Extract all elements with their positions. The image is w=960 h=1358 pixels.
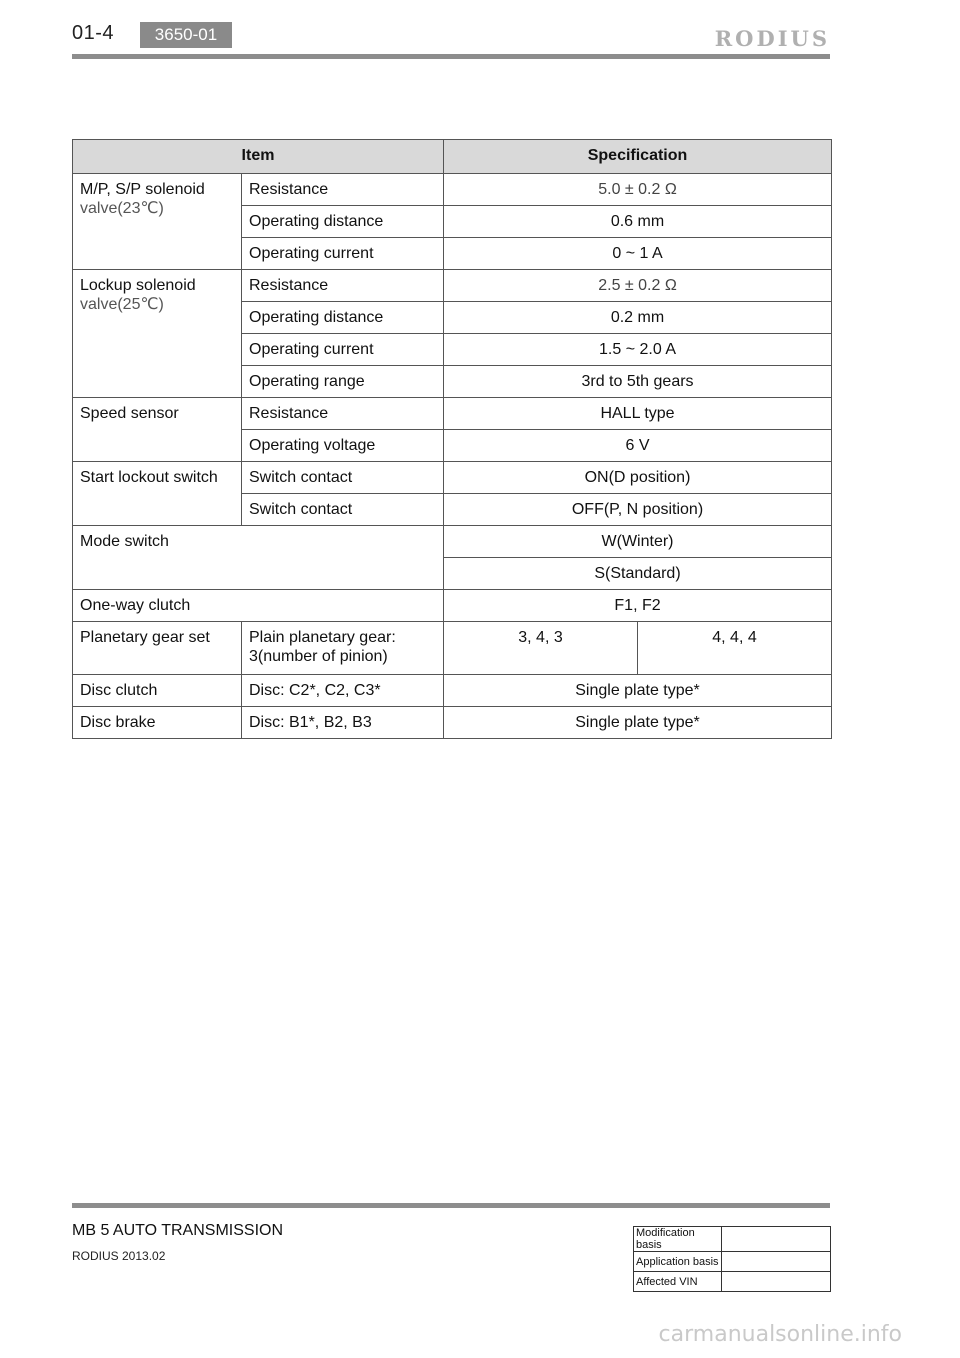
item-sub: valve(25℃): [80, 296, 164, 313]
application-basis-label: Application basis: [634, 1252, 722, 1272]
item-cell: One-way clutch: [73, 590, 444, 622]
parameter-line: 3(number of pinion): [249, 648, 388, 665]
application-basis-value: [722, 1252, 831, 1272]
value-cell: Single plate type*: [444, 675, 832, 707]
table-row: [73, 622, 832, 675]
modification-basis-value: [722, 1227, 831, 1252]
table-row: [73, 590, 832, 622]
parameter-cell: Operating distance: [242, 206, 444, 238]
page-number: 01-4: [72, 22, 115, 44]
item-cell: [73, 270, 242, 398]
parameter-cell: Operating voltage: [242, 430, 444, 462]
value-cell: ON(D position): [444, 462, 832, 494]
modification-table: [633, 1226, 831, 1292]
parameter-cell: Disc: B1*, B2, B3: [242, 707, 444, 739]
item-cell: Start lockout switch: [73, 462, 242, 526]
value-cell: 0 ~ 1 A: [444, 238, 832, 270]
footer-rule: [72, 1203, 830, 1208]
parameter-cell: Disc: C2*, C2, C3*: [242, 675, 444, 707]
item-name: M/P, S/P solenoid: [80, 181, 205, 198]
parameter-line: Plain planetary gear:: [249, 629, 396, 646]
table-row: [73, 174, 832, 206]
column-header-specification: Specification: [444, 140, 832, 174]
affected-vin-label: Affected VIN: [634, 1272, 722, 1292]
value-cell: Single plate type*: [444, 707, 832, 739]
value-cell: 5.0 ± 0.2 Ω: [444, 174, 832, 206]
value-cell: S(Standard): [444, 558, 832, 590]
parameter-cell: Switch contact: [242, 494, 444, 526]
footer-subtitle: RODIUS 2013.02: [72, 1249, 166, 1263]
parameter-cell: Resistance: [242, 270, 444, 302]
item-cell: Speed sensor: [73, 398, 242, 462]
header-rule: [72, 54, 830, 59]
parameter-cell: Operating range: [242, 366, 444, 398]
specification-table: [72, 139, 832, 739]
section-code-badge: 3650-01: [140, 22, 232, 48]
brand-logo: RODIUS: [714, 26, 830, 51]
item-cell: Mode switch: [73, 526, 444, 590]
table-row: [634, 1227, 831, 1252]
value-cell: OFF(P, N position): [444, 494, 832, 526]
table-row: [73, 270, 832, 302]
value-cell: 1.5 ~ 2.0 A: [444, 334, 832, 366]
parameter-cell: Operating current: [242, 238, 444, 270]
column-header-item: Item: [73, 140, 444, 174]
value-cell: 4, 4, 4: [638, 622, 832, 675]
table-row: [73, 707, 832, 739]
value-cell: 0.2 mm: [444, 302, 832, 334]
table-row: [634, 1272, 831, 1292]
table-header-row: [73, 140, 832, 174]
item-cell: Disc brake: [73, 707, 242, 739]
item-cell: [73, 174, 242, 270]
table-row: [73, 398, 832, 430]
item-cell: Disc clutch: [73, 675, 242, 707]
table-row: [73, 526, 832, 558]
parameter-cell: Operating current: [242, 334, 444, 366]
value-cell: 2.5 ± 0.2 Ω: [444, 270, 832, 302]
parameter-cell: [242, 622, 444, 675]
value-cell: HALL type: [444, 398, 832, 430]
watermark: carmanualsonline.info: [658, 1322, 902, 1347]
value-cell: W(Winter): [444, 526, 832, 558]
parameter-cell: Operating distance: [242, 302, 444, 334]
value-cell: 6 V: [444, 430, 832, 462]
value-cell: 3rd to 5th gears: [444, 366, 832, 398]
table-row: [73, 675, 832, 707]
value-cell: 3, 4, 3: [444, 622, 638, 675]
value-cell: 0.6 mm: [444, 206, 832, 238]
table-row: [73, 462, 832, 494]
parameter-cell: Resistance: [242, 174, 444, 206]
footer-title: MB 5 AUTO TRANSMISSION: [72, 1222, 284, 1239]
item-name: Lockup solenoid: [80, 277, 196, 294]
table-row: [634, 1252, 831, 1272]
affected-vin-value: [722, 1272, 831, 1292]
value-cell: F1, F2: [444, 590, 832, 622]
parameter-cell: Resistance: [242, 398, 444, 430]
parameter-cell: Switch contact: [242, 462, 444, 494]
item-sub: valve(23℃): [80, 200, 164, 217]
modification-basis-label: Modification basis: [634, 1227, 722, 1252]
item-cell: Planetary gear set: [73, 622, 242, 675]
